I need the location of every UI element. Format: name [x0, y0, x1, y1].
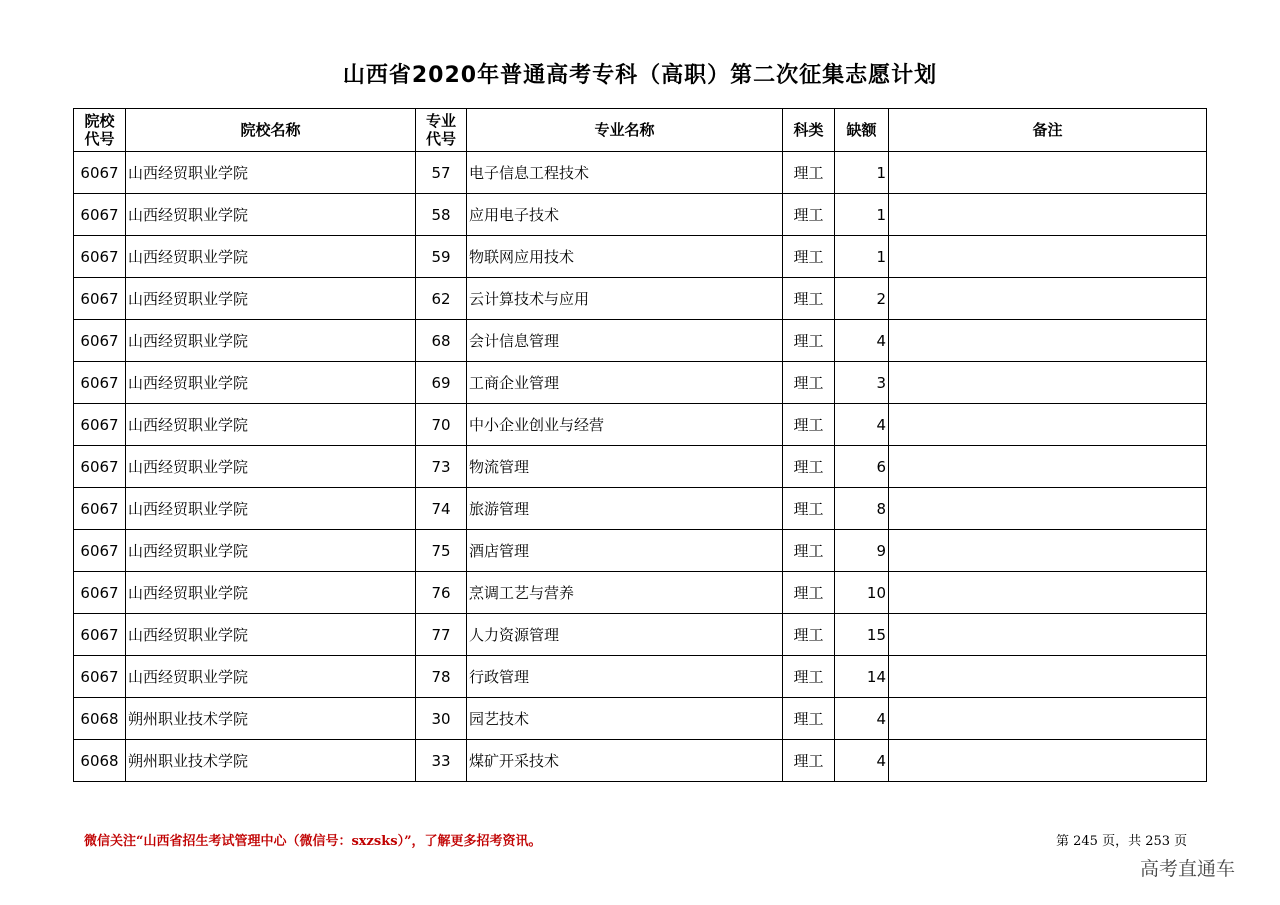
cell-vacancy: 2 — [835, 278, 889, 320]
cell-major-code: 74 — [416, 488, 467, 530]
cell-school-name: 山西经贸职业学院 — [126, 530, 416, 572]
cell-major-code: 62 — [416, 278, 467, 320]
cell-remarks — [889, 320, 1207, 362]
cell-major-code: 59 — [416, 236, 467, 278]
cell-remarks — [889, 614, 1207, 656]
table-row — [74, 278, 1207, 320]
header-category: 科类 — [783, 109, 835, 152]
cell-school-code: 6067 — [74, 656, 126, 698]
table-row — [74, 572, 1207, 614]
header-major-name: 专业名称 — [467, 109, 783, 152]
cell-remarks — [889, 530, 1207, 572]
cell-category: 理工 — [783, 614, 835, 656]
cell-major-name: 煤矿开采技术 — [467, 740, 783, 782]
cell-school-code: 6067 — [74, 488, 126, 530]
cell-major-name: 物流管理 — [467, 446, 783, 488]
cell-category: 理工 — [783, 488, 835, 530]
table-row — [74, 404, 1207, 446]
cell-major-name: 工商企业管理 — [467, 362, 783, 404]
cell-remarks — [889, 572, 1207, 614]
cell-school-name: 山西经贸职业学院 — [126, 488, 416, 530]
cell-category: 理工 — [783, 572, 835, 614]
cell-school-code: 6067 — [74, 194, 126, 236]
cell-vacancy: 1 — [835, 194, 889, 236]
table-row — [74, 530, 1207, 572]
cell-remarks — [889, 278, 1207, 320]
cell-school-name: 山西经贸职业学院 — [126, 152, 416, 194]
cell-school-name: 山西经贸职业学院 — [126, 320, 416, 362]
cell-category: 理工 — [783, 278, 835, 320]
cell-school-name: 山西经贸职业学院 — [126, 278, 416, 320]
header-major-code: 专业 代号 — [416, 109, 467, 152]
cell-category: 理工 — [783, 740, 835, 782]
cell-school-name: 山西经贸职业学院 — [126, 656, 416, 698]
cell-major-code: 57 — [416, 152, 467, 194]
cell-remarks — [889, 152, 1207, 194]
cell-vacancy: 1 — [835, 236, 889, 278]
cell-vacancy: 8 — [835, 488, 889, 530]
cell-school-code: 6068 — [74, 740, 126, 782]
cell-vacancy: 9 — [835, 530, 889, 572]
cell-school-name: 朔州职业技术学院 — [126, 698, 416, 740]
page-number: 第 245 页，共 253 页 — [1056, 834, 1188, 849]
cell-remarks — [889, 656, 1207, 698]
cell-category: 理工 — [783, 320, 835, 362]
cell-major-code: 70 — [416, 404, 467, 446]
cell-vacancy: 10 — [835, 572, 889, 614]
table-row — [74, 446, 1207, 488]
cell-major-code: 69 — [416, 362, 467, 404]
cell-school-name: 朔州职业技术学院 — [126, 740, 416, 782]
cell-vacancy: 4 — [835, 404, 889, 446]
cell-remarks — [889, 740, 1207, 782]
header-remarks: 备注 — [889, 109, 1207, 152]
cell-vacancy: 14 — [835, 656, 889, 698]
cell-vacancy: 3 — [835, 362, 889, 404]
cell-remarks — [889, 698, 1207, 740]
cell-remarks — [889, 236, 1207, 278]
cell-school-code: 6068 — [74, 698, 126, 740]
table-row — [74, 698, 1207, 740]
cell-school-code: 6067 — [74, 362, 126, 404]
cell-major-code: 75 — [416, 530, 467, 572]
cell-category: 理工 — [783, 152, 835, 194]
cell-school-code: 6067 — [74, 404, 126, 446]
table-row — [74, 362, 1207, 404]
table-row — [74, 194, 1207, 236]
cell-major-name: 人力资源管理 — [467, 614, 783, 656]
table-row — [74, 488, 1207, 530]
cell-remarks — [889, 488, 1207, 530]
cell-category: 理工 — [783, 362, 835, 404]
table-row — [74, 614, 1207, 656]
cell-major-code: 73 — [416, 446, 467, 488]
cell-remarks — [889, 362, 1207, 404]
table-row — [74, 740, 1207, 782]
page-title: 山西省2020年普通高考专科（高职）第二次征集志愿计划 — [342, 63, 938, 88]
cell-remarks — [889, 194, 1207, 236]
cell-category: 理工 — [783, 656, 835, 698]
cell-major-code: 58 — [416, 194, 467, 236]
table-row — [74, 320, 1207, 362]
cell-major-code: 30 — [416, 698, 467, 740]
cell-school-code: 6067 — [74, 152, 126, 194]
cell-major-code: 33 — [416, 740, 467, 782]
cell-school-code: 6067 — [74, 320, 126, 362]
cell-school-name: 山西经贸职业学院 — [126, 194, 416, 236]
cell-major-name: 园艺技术 — [467, 698, 783, 740]
cell-major-name: 中小企业创业与经营 — [467, 404, 783, 446]
cell-school-name: 山西经贸职业学院 — [126, 446, 416, 488]
table-row — [74, 236, 1207, 278]
cell-major-code: 78 — [416, 656, 467, 698]
cell-school-code: 6067 — [74, 614, 126, 656]
footer-note: 微信关注“山西省招生考试管理中心（微信号：sxzsks）”，了解更多招考资讯。 — [84, 834, 542, 849]
cell-school-code: 6067 — [74, 446, 126, 488]
cell-remarks — [889, 446, 1207, 488]
cell-school-name: 山西经贸职业学院 — [126, 362, 416, 404]
cell-major-name: 行政管理 — [467, 656, 783, 698]
table-row — [74, 152, 1207, 194]
cell-major-name: 烹调工艺与营养 — [467, 572, 783, 614]
cell-category: 理工 — [783, 404, 835, 446]
cell-major-code: 68 — [416, 320, 467, 362]
cell-category: 理工 — [783, 530, 835, 572]
header-school-name: 院校名称 — [126, 109, 416, 152]
cell-category: 理工 — [783, 194, 835, 236]
cell-school-code: 6067 — [74, 530, 126, 572]
cell-major-code: 77 — [416, 614, 467, 656]
cell-vacancy: 15 — [835, 614, 889, 656]
cell-vacancy: 4 — [835, 320, 889, 362]
cell-school-code: 6067 — [74, 278, 126, 320]
cell-major-name: 应用电子技术 — [467, 194, 783, 236]
header-school-code: 院校 代号 — [74, 109, 126, 152]
cell-school-name: 山西经贸职业学院 — [126, 614, 416, 656]
header-vacancy: 缺额 — [835, 109, 889, 152]
table-header-row — [74, 109, 1207, 152]
cell-major-name: 旅游管理 — [467, 488, 783, 530]
cell-category: 理工 — [783, 698, 835, 740]
cell-school-code: 6067 — [74, 236, 126, 278]
cell-school-name: 山西经贸职业学院 — [126, 572, 416, 614]
cell-category: 理工 — [783, 236, 835, 278]
table-body — [74, 152, 1207, 782]
watermark: 高考直通车 — [1140, 858, 1236, 880]
cell-category: 理工 — [783, 446, 835, 488]
cell-major-name: 会计信息管理 — [467, 320, 783, 362]
cell-vacancy: 4 — [835, 740, 889, 782]
cell-major-name: 物联网应用技术 — [467, 236, 783, 278]
cell-school-name: 山西经贸职业学院 — [126, 236, 416, 278]
cell-vacancy: 1 — [835, 152, 889, 194]
cell-major-name: 云计算技术与应用 — [467, 278, 783, 320]
cell-remarks — [889, 404, 1207, 446]
table-row — [74, 656, 1207, 698]
cell-vacancy: 6 — [835, 446, 889, 488]
cell-major-name: 酒店管理 — [467, 530, 783, 572]
cell-school-code: 6067 — [74, 572, 126, 614]
cell-vacancy: 4 — [835, 698, 889, 740]
cell-major-code: 76 — [416, 572, 467, 614]
admission-plan-table — [73, 108, 1207, 782]
cell-school-name: 山西经贸职业学院 — [126, 404, 416, 446]
cell-major-name: 电子信息工程技术 — [467, 152, 783, 194]
